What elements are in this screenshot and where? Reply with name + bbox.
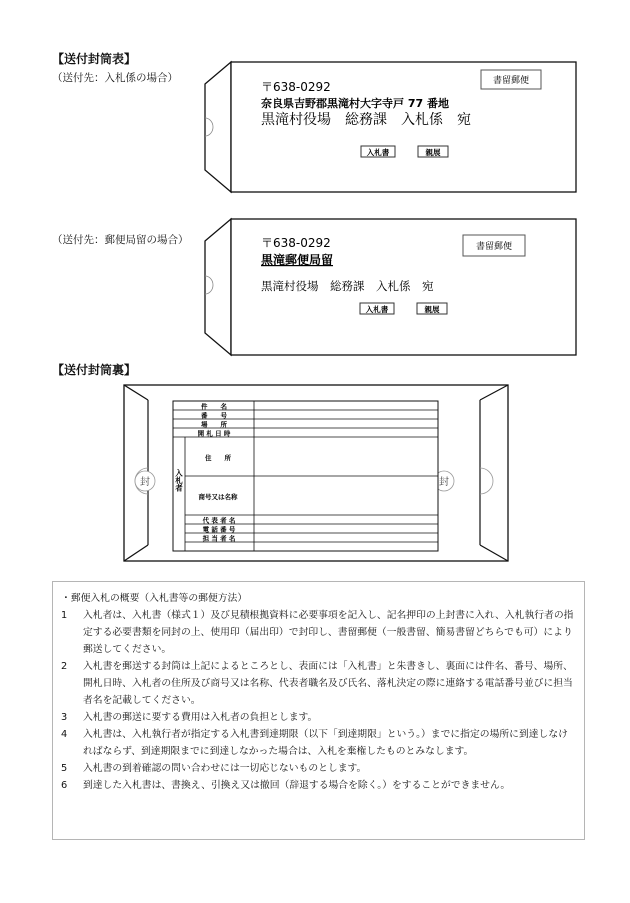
notes-title: ・郵便入札の概要（入札書等の郵便方法） xyxy=(61,593,248,604)
recipient: 黒滝村役場 総務課 入札係 宛 xyxy=(261,112,471,128)
registered-mail-label: 書留郵便 xyxy=(492,76,530,86)
field-phone: 電 話 番 号 xyxy=(202,525,236,534)
note-number: 5 xyxy=(61,763,68,774)
postal-code: 〒638-0292 xyxy=(261,236,331,250)
seal-left: 封 xyxy=(140,477,150,488)
confidential-tag: 親展 xyxy=(425,148,441,157)
note-item xyxy=(61,607,576,658)
recipient: 黒滝村役場 総務課 入札係 宛 xyxy=(261,279,434,293)
seal-right: 封 xyxy=(439,477,449,488)
field-company-name: 商号又は名称 xyxy=(198,493,238,501)
field-subject: 件 名 xyxy=(201,402,227,411)
note-item xyxy=(61,726,576,760)
envelope-front-bid-section xyxy=(195,42,585,197)
post-office-hold: 黒滝郵便局留 xyxy=(261,253,334,267)
envelope-flap xyxy=(205,219,231,355)
field-contact-person: 担 当 者 名 xyxy=(202,534,236,543)
note-number: 6 xyxy=(61,780,68,791)
note-item xyxy=(61,658,576,709)
field-place: 場 所 xyxy=(201,420,227,429)
field-address: 住 所 xyxy=(205,454,231,462)
postal-bid-notes xyxy=(52,581,585,840)
note-text: 入札書は、入札執行者が指定する入札書到達期限（以下「到達期限」という。）までに指定の場所に到達しなければならず、到達期限までに到達しなかった場合は、入札を棄権したものとみなします。 xyxy=(83,729,568,757)
note-text: 到達した入札書は、書換え、引換え又は撤回（辞退する場合を除く。）をすることができません。 xyxy=(83,780,511,791)
front-heading: 【送付封筒表】 xyxy=(52,52,137,66)
address: 奈良県吉野郡黒滝村大字寺戸 77 番地 xyxy=(261,97,449,110)
registered-mail-label: 書留郵便 xyxy=(475,242,513,252)
note-text: 入札書の到着確認の問い合わせには一切応じないものとします。 xyxy=(83,763,367,774)
note-item xyxy=(61,760,576,777)
note-number: 3 xyxy=(61,712,68,723)
field-representative: 代 表 者 名 xyxy=(202,516,236,525)
confidential-tag: 親展 xyxy=(424,305,440,314)
note-text: 入札者は、入札書（様式１）及び見積根拠資料に必要事項を記入し、記名押印の上封書に入れ、入札執行者の指定する必要書類を同封の上、使用印（届出印）で封印し、書留郵便（一般書留、簡易書留どちらでも可）により郵送してください。 xyxy=(83,610,574,655)
envelope-flap xyxy=(205,62,231,192)
field-opening-datetime: 開 札 日 時 xyxy=(197,429,231,438)
note-text: 入札書を郵送する封筒は上記によるところとし、表面には「入札書」と朱書きし、裏面には件名、番号、場所、開札日時、入札者の住所及び商号又は名称、代表者職名及び氏名、落札決定の際に連絡する電話番号並びに担当者名を記載してください。 xyxy=(83,661,573,706)
note-text: 入札書の郵送に要する費用は入札者の負担とします。 xyxy=(83,712,318,723)
note-number: 2 xyxy=(61,661,68,672)
note-item xyxy=(61,777,576,794)
envelope-back xyxy=(118,380,518,565)
field-number: 番 号 xyxy=(201,411,227,420)
bid-tag: 入札書 xyxy=(366,148,390,157)
back-heading: 【送付封筒裏】 xyxy=(52,363,137,377)
case-label-post-office: （送付先：郵便局留の場合） xyxy=(52,234,189,246)
bid-tag: 入札書 xyxy=(365,305,389,314)
bidder-label: 入札者 xyxy=(174,468,184,492)
case-label-bid-section: （送付先：入札係の場合） xyxy=(52,72,178,84)
note-number: 4 xyxy=(61,729,68,740)
note-number: 1 xyxy=(61,610,68,621)
postal-code: 〒638-0292 xyxy=(261,80,331,94)
envelope-front-post-office xyxy=(195,203,585,358)
note-item xyxy=(61,709,576,726)
